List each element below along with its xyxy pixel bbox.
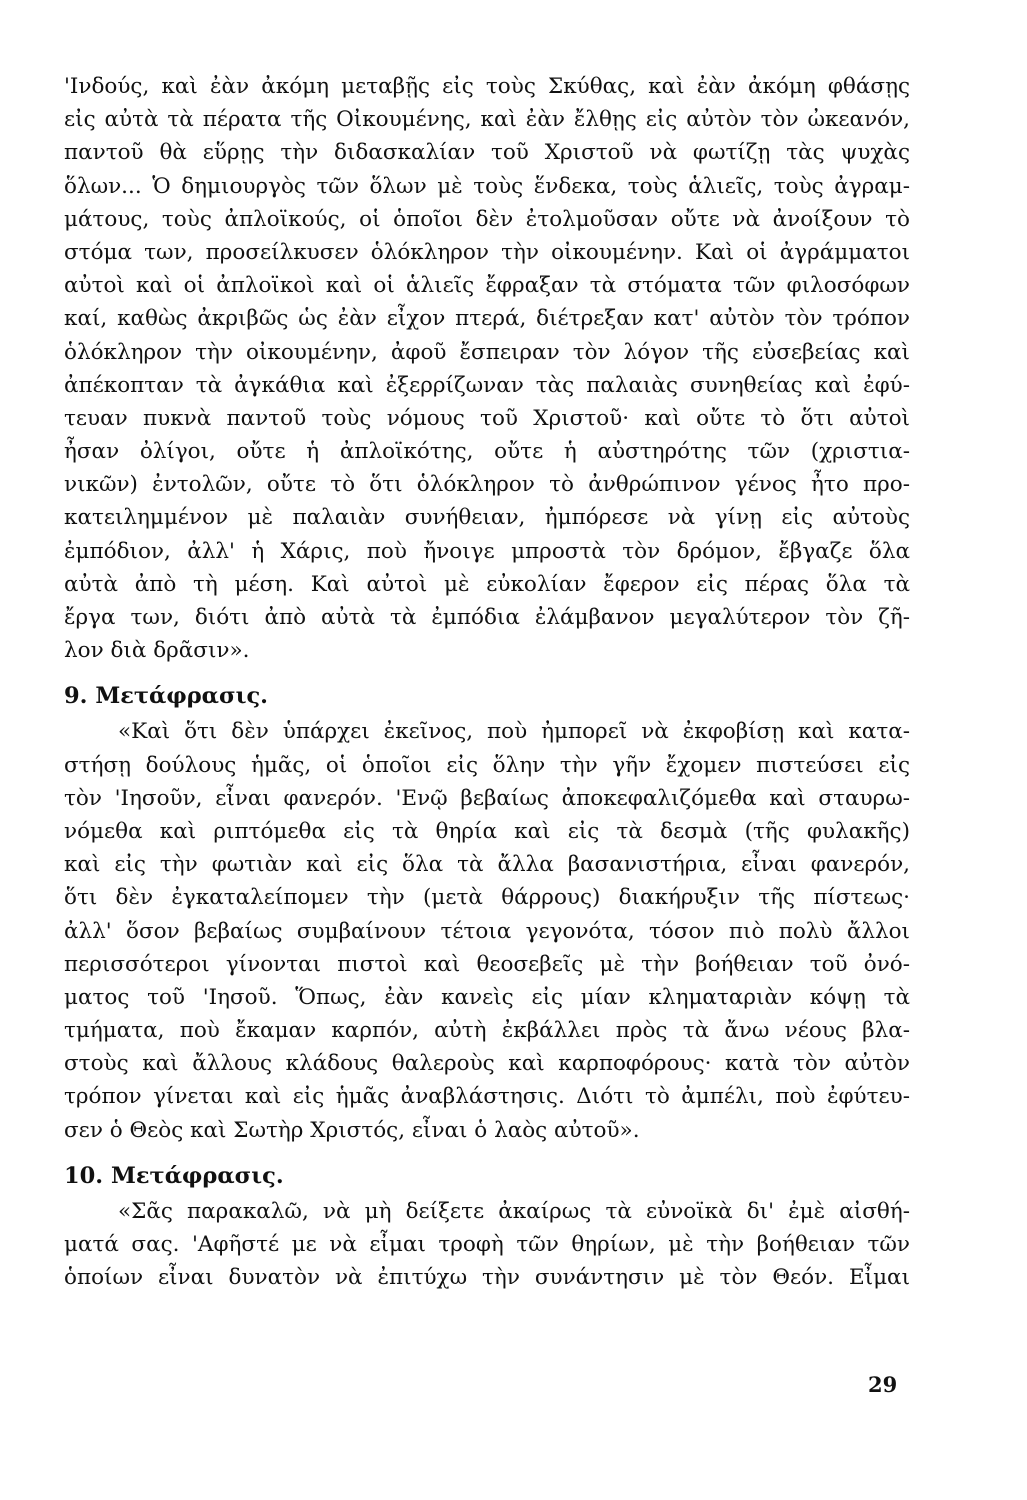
text-line: καὶ εἰς τὴν φωτιὰν καὶ εἰς ὅλα τὰ ἄλλα βασανιστήρια, εἶναι φανερόν, — [64, 852, 910, 878]
text-line: περισσότεροι γίνονται πιστοὶ καὶ θεοσεβεῖς μὲ τὴν βοήθειαν τοῦ ὀνό- — [64, 951, 910, 977]
text-line: ματος τοῦ 'Ιησοῦ. Ὅπως, ἐὰν κανεὶς εἰς μίαν κληματαριὰν κόψῃ τὰ — [64, 984, 910, 1010]
text-line: ἀπέκοπταν τὰ ἀγκάθια καὶ ἐξερρίζωναν τὰς παλαιὰς συνηθείας καὶ ἐφύ- — [64, 372, 910, 398]
text-line: ὅτι δὲν ἐγκαταλείπομεν τὴν (μετὰ θάρρους) διακήρυξιν τῆς πίστεως· — [64, 885, 910, 911]
text-line: ἦσαν ὀλίγοι, οὔτε ἡ ἀπλοϊκότης, οὔτε ἡ αὐστηρότης τῶν (χριστια- — [64, 439, 910, 465]
text-line: ἔργα των, διότι ἀπὸ αὐτὰ τὰ ἐμπόδια ἐλάμβανον μεγαλύτερον τὸν ζῆ- — [64, 605, 910, 630]
text-line: στήσῃ δούλους ἡμᾶς, οἱ ὁποῖοι εἰς ὅλην τὴν γῆν ἔχομεν πιστεύσει εἰς — [64, 752, 910, 778]
text-line: 'Ινδούς, καὶ ἐὰν ἀκόμη μεταβῇς εἰς τοὺς Σκύθας, καὶ ἐὰν ἀκόμη φθάσῃς — [64, 74, 910, 99]
text-line: κατειλημμένον μὲ παλαιὰν συνήθειαν, ἠμπόρεσε νὰ γίνῃ εἰς αὐτοὺς — [64, 505, 910, 531]
text-line: «Σᾶς παρακαλῶ, νὰ μὴ δείξετε ἀκαίρως τὰ εὐνοϊκὰ δι' ἐμὲ αἰσθή- — [118, 1198, 910, 1224]
text-line: μάτους, τοὺς ἀπλοϊκούς, οἱ ὁποῖοι δὲν ἐτολμοῦσαν οὔτε νὰ ἀνοίξουν τὸ — [64, 206, 910, 232]
text-line: ὁλόκληρον τὴν οἰκουμένην, ἀφοῦ ἔσπειραν τὸν λόγον τῆς εὐσεβείας καὶ — [64, 339, 910, 365]
text-line: ὅλων... Ὁ δημιουργὸς τῶν ὅλων μὲ τοὺς ἕνδεκα, τοὺς ἁλιεῖς, τοὺς ἀγραμ- — [64, 173, 910, 199]
section-9-paragraph — [64, 715, 910, 1146]
text-line: σεν ὁ Θεὸς καὶ Σωτὴρ Χριστός, εἶναι ὁ λαὸς αὐτοῦ». — [64, 1117, 640, 1143]
section-heading-10: 10. Μετάφρασις. — [64, 1162, 284, 1189]
text-line: «Καὶ ὅτι δὲν ὑπάρχει ἐκεῖνος, ποὺ ἠμπορεῖ νὰ ἐκφοβίσῃ καὶ κατα- — [118, 719, 910, 745]
section-heading-9: 9. Μετάφρασις. — [64, 683, 269, 710]
text-line: στόμα των, προσείλκυσεν ὁλόκληρον τὴν οἰκουμένην. Καὶ οἱ ἀγράμματοι — [64, 239, 910, 265]
text-line: αὐτοὶ καὶ οἱ ἀπλοϊκοὶ καὶ οἱ ἁλιεῖς ἔφραξαν τὰ στόματα τῶν φιλοσόφων — [64, 273, 910, 299]
text-line: εἰς αὐτὰ τὰ πέρατα τῆς Οἰκουμένης, καὶ ἐὰν ἔλθῃς εἰς αὐτὸν τὸν ὠκεανόν, — [64, 107, 910, 133]
section-10-paragraph — [64, 1195, 910, 1295]
text-line: τευαν πυκνὰ παντοῦ τοὺς νόμους τοῦ Χριστοῦ· καὶ οὔτε τὸ ὅτι αὐτοὶ — [64, 405, 910, 431]
text-line: τμήματα, ποὺ ἔκαμαν καρπόν, αὐτὴ ἐκβάλλει πρὸς τὰ ἄνω νέους βλα- — [64, 1018, 910, 1044]
page-text-block — [64, 70, 910, 1294]
continued-paragraph — [64, 70, 910, 667]
text-line: παντοῦ θὰ εὕρῃς τὴν διδασκαλίαν τοῦ Χριστοῦ νὰ φωτίζῃ τὰς ψυχὰς — [64, 140, 910, 166]
page-number: 29 — [868, 1372, 898, 1397]
text-line: τὸν 'Ιησοῦν, εἶναι φανερόν. 'Ενῷ βεβαίως ἀποκεφαλιζόμεθα καὶ σταυρω- — [64, 785, 910, 811]
text-line: ἐμπόδιον, ἀλλ' ἡ Χάρις, ποὺ ἤνοιγε μπροστὰ τὸν δρόμον, ἔβγαζε ὅλα — [64, 538, 910, 564]
text-line: τρόπον γίνεται καὶ εἰς ἡμᾶς ἀναβλάστησις. Διότι τὸ ἀμπέλι, ποὺ ἐφύτευ- — [64, 1084, 910, 1110]
text-line: ὁποίων εἶναι δυνατὸν νὰ ἐπιτύχω τὴν συνάντησιν μὲ τὸν Θεόν. Εἶμαι — [64, 1265, 910, 1291]
text-line: νικῶν) ἐντολῶν, οὔτε τὸ ὅτι ὁλόκληρον τὸ ἀνθρώπινον γένος ἦτο προ- — [64, 472, 910, 498]
text-line: νόμεθα καὶ ριπτόμεθα εἰς τὰ θηρία καὶ εἰς τὰ δεσμὰ (τῆς φυλακῆς) — [64, 818, 910, 844]
text-line: ματά σας. 'Αφῆστέ με νὰ εἶμαι τροφὴ τῶν θηρίων, μὲ τὴν βοήθειαν τῶν — [64, 1232, 910, 1257]
text-line: λον διὰ δρᾶσιν». — [64, 638, 250, 664]
text-line: στοὺς καὶ ἄλλους κλάδους θαλεροὺς καὶ καρποφόρους· κατὰ τὸν αὐτὸν — [64, 1051, 910, 1077]
text-line: αὐτὰ ἀπὸ τὴ μέση. Καὶ αὐτοὶ μὲ εὐκολίαν ἔφερον εἰς πέρας ὅλα τὰ — [64, 571, 910, 597]
text-line: καί, καθὼς ἀκριβῶς ὡς ἐὰν εἶχον πτερά, διέτρεξαν κατ' αὐτὸν τὸν τρόπον — [64, 306, 910, 332]
text-line: ἀλλ' ὅσον βεβαίως συμβαίνουν τέτοια γεγονότα, τόσον πιὸ πολὺ ἄλλοι — [64, 918, 910, 944]
